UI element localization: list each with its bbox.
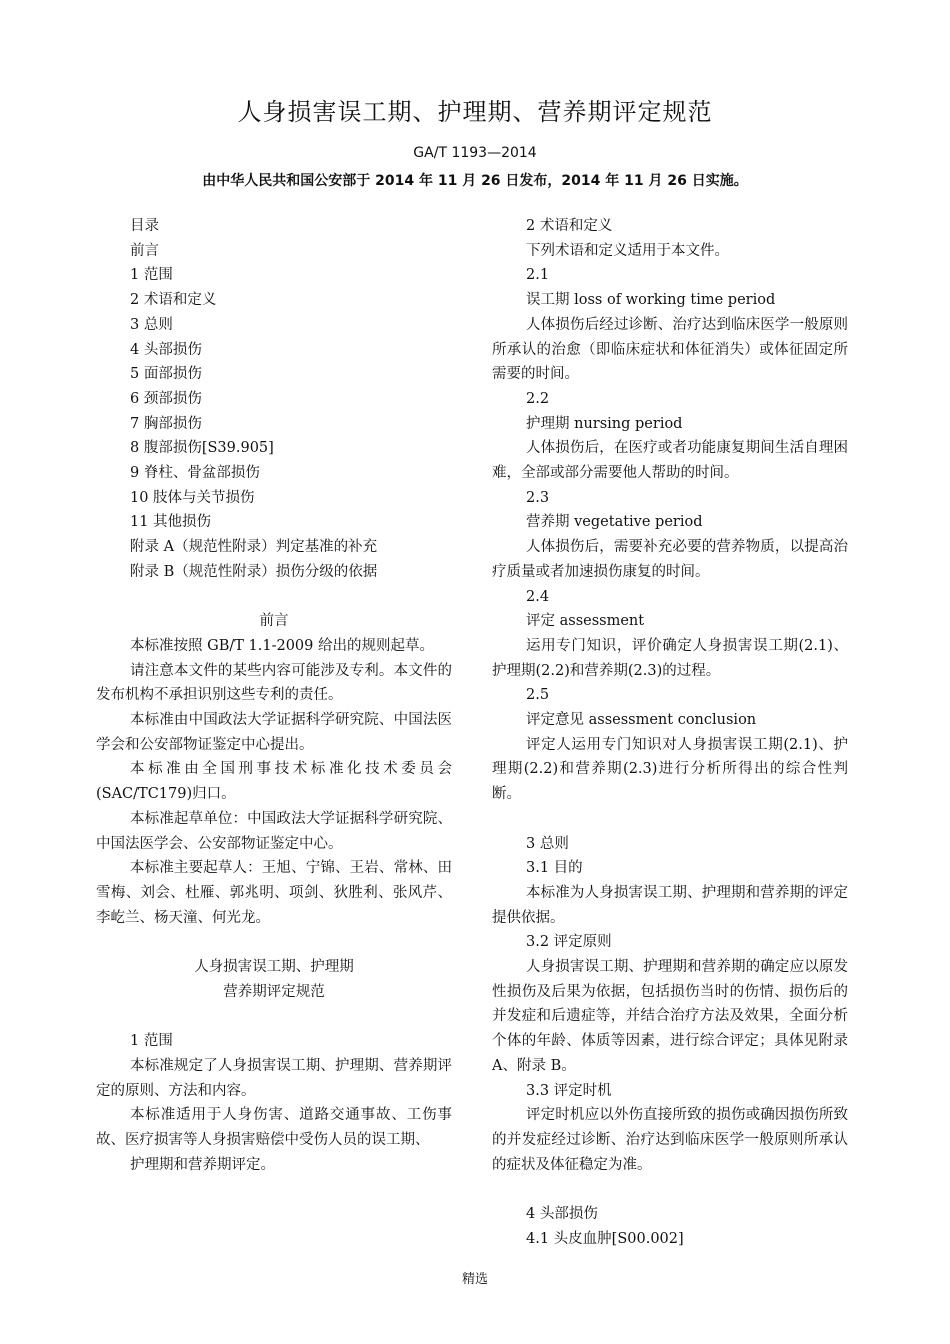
terms-intro: 下列术语和定义适用于本文件。 <box>526 242 729 259</box>
toc-item: 8 腹部损伤[S39.905] <box>130 440 274 457</box>
subsection-text: 评定时机应以外伤直接所致的损伤或确因损伤所致的并发症经过诊断、治疗达到临床医学一般原则所承认的症状及体征稳定为准。 <box>492 1107 848 1173</box>
section-heading: 3 总则 <box>526 835 569 852</box>
toc-item: 11 其他损伤 <box>130 514 212 531</box>
foreword-paragraph: 本标准起草单位：中国政法大学证据科学研究院、中国法医学会、公安部物证鉴定中心。 <box>96 810 452 852</box>
subsection-text: 人身损害误工期、护理期和营养期的确定应以原发性损伤及后果为依据，包括损伤当时的伤情、损伤后的并发症和后遗症等，并结合治疗方法及效果，全面分析个体的年龄、体质等因素，进行综合评定；具体见附录 A、附录 B。 <box>492 959 848 1074</box>
subsection-heading: 3.3 评定时机 <box>526 1082 612 1099</box>
foreword-heading: 前言 <box>259 613 289 630</box>
toc-item: 3 总则 <box>130 316 173 333</box>
toc-item: 4 头部损伤 <box>130 341 202 358</box>
subsection-heading: 4.1 头皮血肿[S00.002] <box>526 1230 684 1247</box>
standard-number: GA/T 1193—2014 <box>413 145 537 161</box>
toc-item: 10 肢体与关节损伤 <box>130 489 255 506</box>
term-number: 2.4 <box>526 588 550 605</box>
toc-item: 7 胸部损伤 <box>130 415 202 432</box>
foreword-paragraph: 请注意本文件的某些内容可能涉及专利。本文件的发布机构不承担识别这些专利的责任。 <box>96 662 452 704</box>
subsection-heading: 3.1 目的 <box>526 860 583 877</box>
toc-item: 1 范围 <box>130 267 173 284</box>
foreword-paragraph: 本标准主要起草人：王旭、宁锦、王岩、常林、田雪梅、刘会、杜雁、郭兆明、项剑、狄胜利、张风芹、李屹兰、杨天潼、何光龙。 <box>96 860 452 926</box>
section-heading: 4 头部损伤 <box>526 1206 598 1223</box>
scope-paragraph: 本标准规定了人身损害误工期、护理期、营养期评定的原则、方法和内容。 <box>96 1057 452 1099</box>
inner-title-line: 人身损害误工期、护理期 <box>194 959 354 976</box>
term-definition: 人体损伤后经过诊断、治疗达到临床医学一般原则所承认的治愈（即临床症状和体征消失）或体征固定所需要的时间。 <box>492 316 848 383</box>
term-number: 2.3 <box>526 489 550 506</box>
toc-item: 2 术语和定义 <box>130 292 217 309</box>
term-number: 2.2 <box>526 390 550 407</box>
subsection-heading: 3.2 评定原则 <box>526 934 612 951</box>
term-definition: 人体损伤后，需要补充必要的营养物质，以提高治疗质量或者加速损伤康复的时间。 <box>492 539 848 580</box>
head-injury-section <box>492 1202 848 1251</box>
toc <box>96 214 452 585</box>
toc-heading: 目录 <box>130 218 159 234</box>
foreword-paragraph: 本标准由中国政法大学证据科学研究院、中国法医学会和公安部物证鉴定中心提出。 <box>96 712 452 753</box>
foreword-section <box>96 609 452 930</box>
term-name: 护理期 nursing period <box>526 415 683 432</box>
toc-item: 前言 <box>130 242 159 259</box>
page-footer: 精选 <box>461 1272 488 1287</box>
section-heading: 1 范围 <box>130 1033 173 1050</box>
term-name: 营养期 vegetative period <box>526 514 703 531</box>
term-number: 2.5 <box>526 687 550 704</box>
toc-item: 附录 A（规范性附录）判定基准的补充 <box>130 539 378 556</box>
foreword-paragraph: 本标准由全国刑事技术标准化技术委员会(SAC/TC179)归口。 <box>96 761 452 803</box>
term-number: 2.1 <box>526 267 550 284</box>
foreword-paragraph: 本标准按照 GB/T 1.1-2009 给出的规则起草。 <box>130 637 434 654</box>
general-section <box>492 832 848 1178</box>
term-name: 误工期 loss of working time period <box>526 292 776 309</box>
right-column <box>492 214 848 1252</box>
inner-title-line: 营养期评定规范 <box>223 983 325 1000</box>
issue-statement: 由中华人民共和国公安部于 2014 年 11 月 26 日发布，2014 年 11 月 26 日实施。 <box>202 173 748 189</box>
term-name: 评定 assessment <box>526 613 645 630</box>
toc-item: 9 脊柱、骨盆部损伤 <box>130 465 260 482</box>
term-definition: 运用专门知识，评价确定人身损害误工期(2.1)、护理期(2.2)和营养期(2.3)的过程。 <box>492 637 848 679</box>
toc-item: 附录 B（规范性附录）损伤分级的依据 <box>130 563 378 580</box>
toc-item: 6 颈部损伤 <box>130 390 202 407</box>
term-definition: 评定人运用专门知识对人身损害误工期(2.1)、护理期(2.2)和营养期(2.3)进行分析所得出的综合性判断。 <box>492 736 848 803</box>
scope-paragraph: 本标准适用于人身伤害、道路交通事故、工伤事故、医疗损害等人身损害赔偿中受伤人员的误工期、 <box>96 1107 452 1148</box>
scope-section <box>96 1029 452 1177</box>
document-title: 人身损害误工期、护理期、营养期评定规范 <box>237 98 713 126</box>
section-heading: 2 术语和定义 <box>526 218 613 234</box>
toc-item: 5 面部损伤 <box>130 366 202 383</box>
term-name: 评定意见 assessment conclusion <box>526 712 757 729</box>
scope-paragraph: 护理期和营养期评定。 <box>130 1156 275 1173</box>
subsection-text: 本标准为人身损害误工期、护理期和营养期的评定提供依据。 <box>492 884 848 926</box>
terms-section <box>492 214 848 807</box>
left-column <box>96 214 452 1177</box>
inner-title <box>96 955 452 1004</box>
term-definition: 人体损伤后，在医疗或者功能康复期间生活自理困难，全部或部分需要他人帮助的时间。 <box>492 440 848 482</box>
